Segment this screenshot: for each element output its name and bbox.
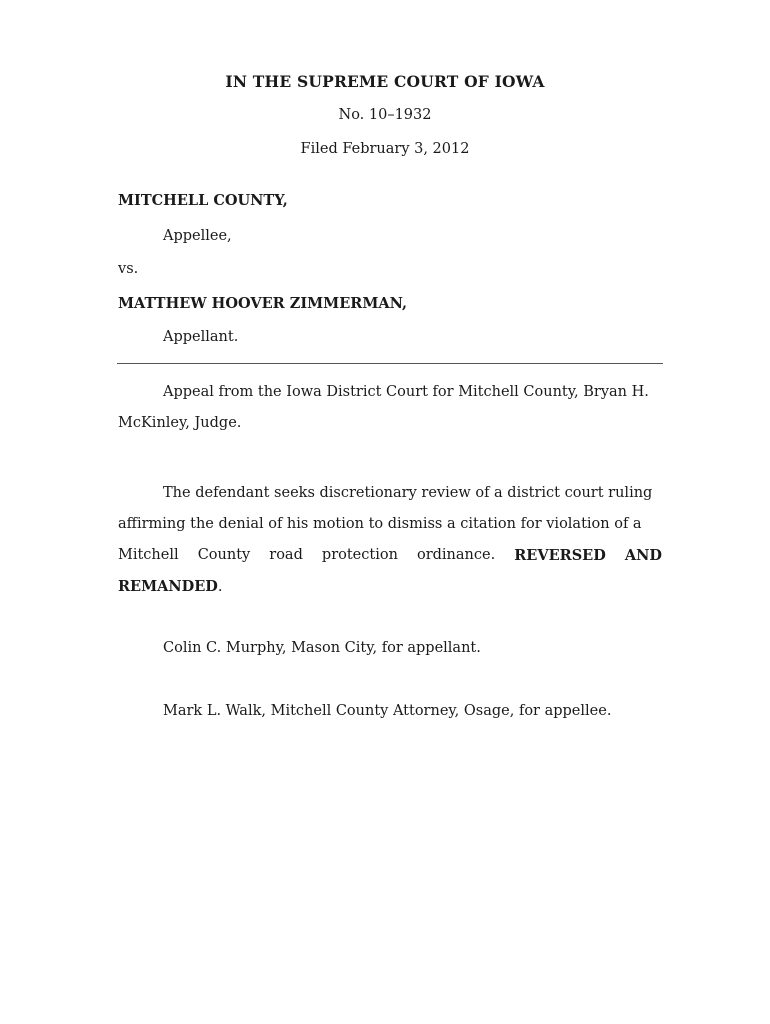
disposition-period: . bbox=[217, 579, 223, 595]
summary-word: Mitchell bbox=[118, 547, 179, 563]
disposition-remanded: REMANDED bbox=[118, 578, 218, 595]
counsel-appellant: Colin C. Murphy, Mason City, for appellant. bbox=[163, 640, 481, 656]
disposition-word: AND bbox=[624, 547, 662, 564]
summary-line-1: The defendant seeks discretionary review of a district court ruling bbox=[163, 485, 653, 501]
appellant-role: Appellant. bbox=[163, 329, 239, 345]
counsel-appellee: Mark L. Walk, Mitchell County Attorney, Osage, for appellee. bbox=[163, 703, 612, 719]
summary-line-2: affirming the denial of his motion to dismiss a citation for violation of a bbox=[118, 516, 642, 532]
summary-word: protection bbox=[321, 547, 398, 563]
summary-word: ordinance. bbox=[416, 547, 496, 563]
appeal-line-1: Appeal from the Iowa District Court for Mitchell County, Bryan H. bbox=[163, 384, 649, 400]
disposition-line bbox=[118, 578, 222, 595]
appellant-name: MATTHEW HOOVER ZIMMERMAN, bbox=[118, 295, 408, 312]
versus: vs. bbox=[118, 261, 139, 277]
appellee-name: MITCHELL COUNTY, bbox=[118, 192, 288, 209]
summary-line-3 bbox=[118, 547, 662, 564]
summary-word: County bbox=[197, 547, 251, 563]
summary-word: road bbox=[269, 547, 303, 563]
caption-divider bbox=[117, 363, 663, 364]
appellee-role: Appellee, bbox=[163, 228, 232, 244]
court-title: IN THE SUPREME COURT OF IOWA bbox=[225, 72, 545, 91]
filed-date: Filed February 3, 2012 bbox=[300, 141, 470, 157]
case-number: No. 10–1932 bbox=[338, 107, 432, 123]
disposition-word: REVERSED bbox=[514, 547, 606, 564]
appeal-line-2: McKinley, Judge. bbox=[118, 415, 242, 431]
